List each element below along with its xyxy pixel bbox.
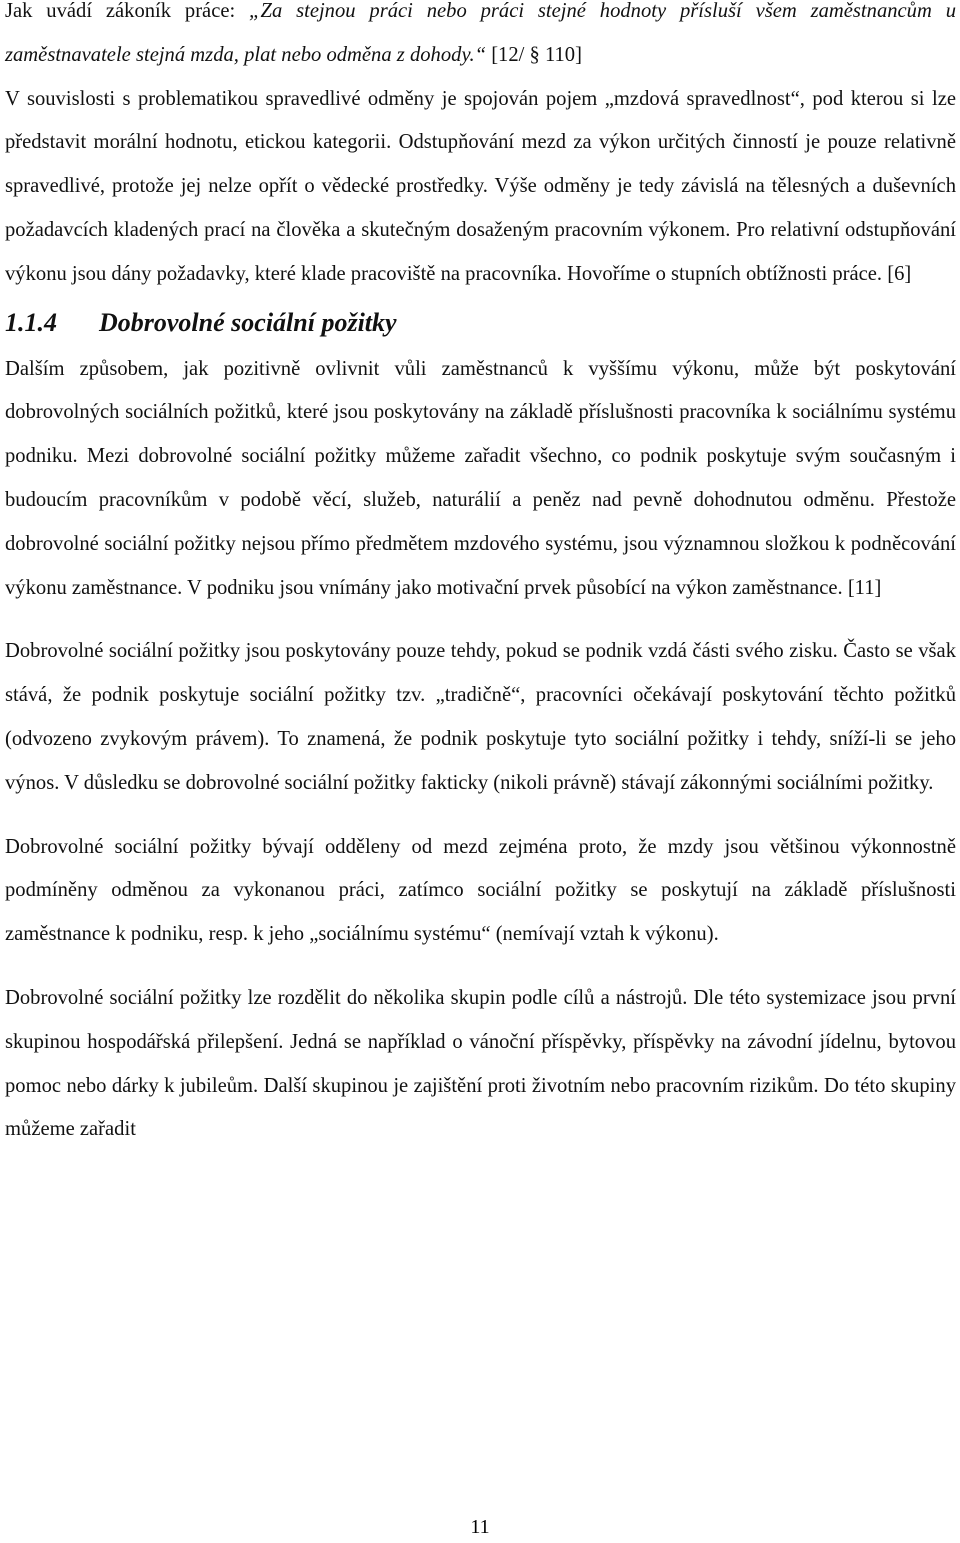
- paragraph-benefits-separation: Dobrovolné sociální požitky bývají odděleny od mezd zejména proto, že mzdy jsou většinou výkonnostně podmíněny odměnou za vykonanou práci, zatímco sociální požitky se poskytují na základě příslušnosti zaměstnance k podniku, resp. k jeho „sociálnímu systému“ (nemívají vztah k výkonu).: [5, 835, 956, 946]
- section-heading: [5, 299, 956, 347]
- paragraph-benefits-intro: Dalším způsobem, jak pozitivně ovlivnit vůli zaměstnanců k vyššímu výkonu, může být poskytování dobrovolných sociálních požitků, které jsou poskytovány na základě příslušnosti pracovníka k sociálnímu systému podniku. Mezi dobrovolné sociální požitky můžeme zařadit všechno, co podnik poskytuje svým současným i budoucím pracovníkům v podobě věcí, služeb, naturálií a peněz nad pevně dohodnutou odměnu. Přestože dobrovolné sociální požitky nejsou přímo předmětem mzdového systému, jsou významnou složkou k podněcování výkonu zaměstnance. V podniku jsou vnímány jako motivační prvek působící na výkon zaměstnance. [11]: [5, 357, 956, 599]
- law-quote: „Za stejnou práci nebo práci stejné hodnoty přísluší všem zaměstnancům u zaměstnavatele stejná mzda, plat nebo odměna z dohody.“: [5, 0, 956, 66]
- page-number: 11: [470, 1516, 490, 1538]
- paragraph-benefits-profit: Dobrovolné sociální požitky jsou poskytovány pouze tehdy, pokud se podnik vzdá části svého zisku. Často se však stává, že podnik poskytuje sociální požitky tzv. „tradičně“, pracovníci očekávají poskytování těchto požitků (odvozeno zvykovým právem). To znamená, že podnik poskytuje tyto sociální požitky i tehdy, sníží-li se jeho výnos. V důsledku se dobrovolné sociální požitky fakticky (nikoli právně) stávají zákonnými sociálními požitky.: [5, 640, 956, 794]
- paragraph-benefits-groups: Dobrovolné sociální požitky lze rozdělit do několika skupin podle cílů a nástrojů. Dle této systemizace jsou první skupinou hospodářská přilepšení. Jedná se například o vánoční příspěvky, příspěvky na závodní jídelnu, bytovou pomoc nebo dárky k jubileům. Další skupinou je zajištění proti životním nebo pracovním rizikům. Do této skupiny můžeme zařadit: [5, 986, 956, 1141]
- section-title: Dobrovolné sociální požitky: [99, 307, 397, 337]
- paragraph-wage-justice: V souvislosti s problematikou spravedlivé odměny je spojován pojem „mzdová spravedlnost“, pod kterou si lze představit morální hodnotu, etickou kategorii. Odstupňování mezd za výkon určitých činností je pouze relativně spravedlivé, protože jej nelze opřít o vědecké prostředky. Výše odměny je tedy závislá na tělesných a duševních požadavcích kladených prací na člověka a skutečným dosaženým pracovním výkonem. Pro relativní odstupňování výkonu jsou dány požadavky, které klade pracoviště na pracovníka. Hovoříme o stupních obtížnosti práce. [6]: [5, 87, 956, 285]
- paragraph-intro-quote: [5, 0, 956, 78]
- citation: [12/ § 110]: [486, 43, 582, 66]
- intro-text: Jak uvádí zákoník práce:: [5, 0, 250, 22]
- section-number: 1.1.4: [5, 307, 57, 337]
